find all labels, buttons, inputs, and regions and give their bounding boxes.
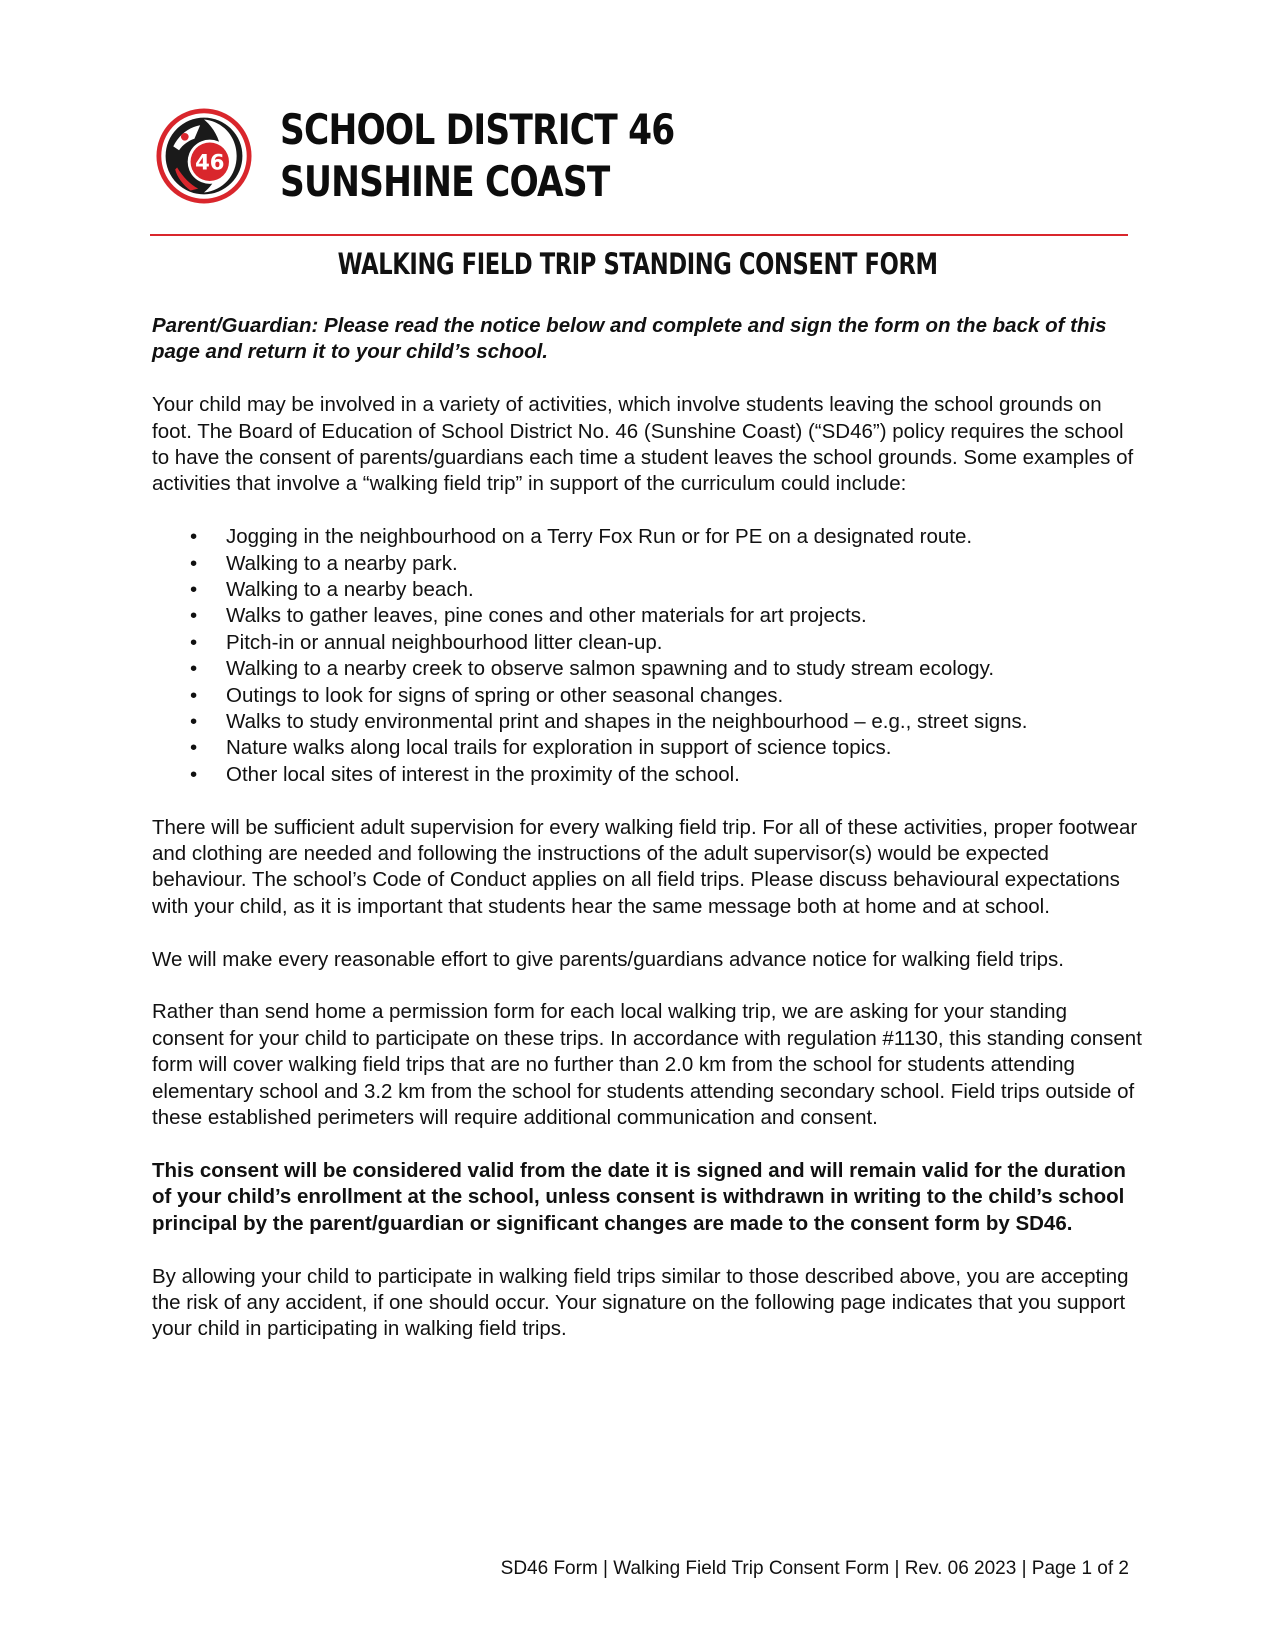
bullet-icon: • [190,578,198,602]
list-item [152,735,1142,761]
list-item [152,524,1142,550]
list-item [152,656,1142,682]
notice-paragraph: We will make every reasonable effort to give parents/guardians advance notice for walking field trips. [152,947,1064,971]
bullet-icon: • [190,604,198,628]
list-item [152,577,1142,603]
list-item-text: Walking to a nearby creek to observe salmon spawning and to study stream ecology. [226,657,995,681]
list-item-text: Walks to study environmental print and shapes in the neighbourhood – e.g., street signs. [226,710,1028,734]
page-title [0,244,1275,284]
page-title-text: WALKING FIELD TRIP STANDING CONSENT FORM [337,247,938,281]
intro-paragraph: Your child may be involved in a variety of activities, which involve students leaving the school grounds on foot. The Board of Education of School District No. 46 (Sunshine Coast) (“SD46”) policy requires the school to have the consent of parents/guardians each time a student leaves the school grounds. Some examples of activities that involve a “walking field trip” in support of the curriculum could include: [152,393,1134,496]
list-item-text: Jogging in the neighbourhood on a Terry Fox Run or for PE on a designated route. [226,525,973,549]
list-item-text: Pitch-in or annual neighbourhood litter clean-up. [226,630,663,654]
list-item [152,709,1142,735]
list-item-text: Other local sites of interest in the proximity of the school. [226,762,740,786]
bullet-icon: • [190,657,198,681]
risk-paragraph: By allowing your child to participate in walking field trips similar to those described above, you are accepting the risk of any accident, if one should occur. Your signature on the following page indicates that you support your child in participating in walking field trips. [152,1264,1129,1341]
bullet-icon: • [190,683,198,707]
organization-name [280,104,674,208]
sd46-logo-icon [156,108,252,204]
bullet-icon: • [190,710,198,734]
document-body [152,313,1142,1369]
list-item-text: Walking to a nearby park. [226,551,458,575]
standing-consent-paragraph: Rather than send home a permission form for each local walking trip, we are asking for your standing consent for your child to participate on these trips. In accordance with regulation #1130, this standing consent form will cover walking field trips that are no further than 2.0 km from the school for students attending elementary school and 3.2 km from the school for students attending secondary school. Field trips outside of these established perimeters will require additional communication and consent. [152,1000,1142,1130]
bullet-icon: • [190,551,198,575]
list-item [152,683,1142,709]
list-item-text: Walking to a nearby beach. [226,578,474,602]
list-item [152,551,1142,577]
bullet-icon: • [190,736,198,760]
organization-name-line2: SUNSHINE COAST [280,157,610,206]
list-item-text: Outings to look for signs of spring or other seasonal changes. [226,683,784,707]
list-item [152,762,1142,788]
page-footer: SD46 Form | Walking Field Trip Consent Form | Rev. 06 2023 | Page 1 of 2 [500,1558,1129,1579]
organization-name-line1: SCHOOL DISTRICT 46 [280,105,675,154]
supervision-paragraph: There will be sufficient adult supervision for every walking field trip. For all of these activities, proper footwear and clothing are needed and following the instructions of the adult supervisor(s) would be expected behaviour. The school’s Code of Conduct applies on all field trips. Please discuss behavioural expectations with your child, as it is important that students hear the same message both at home and at school. [152,815,1138,918]
activities-list [152,524,1142,788]
list-item-text: Nature walks along local trails for exploration in support of science topics. [226,736,892,760]
bullet-icon: • [190,630,198,654]
list-item-text: Walks to gather leaves, pine cones and other materials for art projects. [226,604,867,628]
document-header [150,100,1130,210]
bullet-icon: • [190,525,198,549]
list-item [152,603,1142,629]
header-divider [150,234,1128,236]
bullet-icon: • [190,762,198,786]
logo-number: 46 [195,149,225,175]
list-item [152,630,1142,656]
validity-paragraph: This consent will be considered valid from the date it is signed and will remain valid for the duration of your child’s enrollment at the school, unless consent is withdrawn in writing to the child’s school principal by the parent/guardian or significant changes are made to the consent form by SD46. [152,1158,1126,1235]
instruction-paragraph: Parent/Guardian: Please read the notice below and complete and sign the form on the back of this page and return it to your child’s school. [152,314,1107,364]
